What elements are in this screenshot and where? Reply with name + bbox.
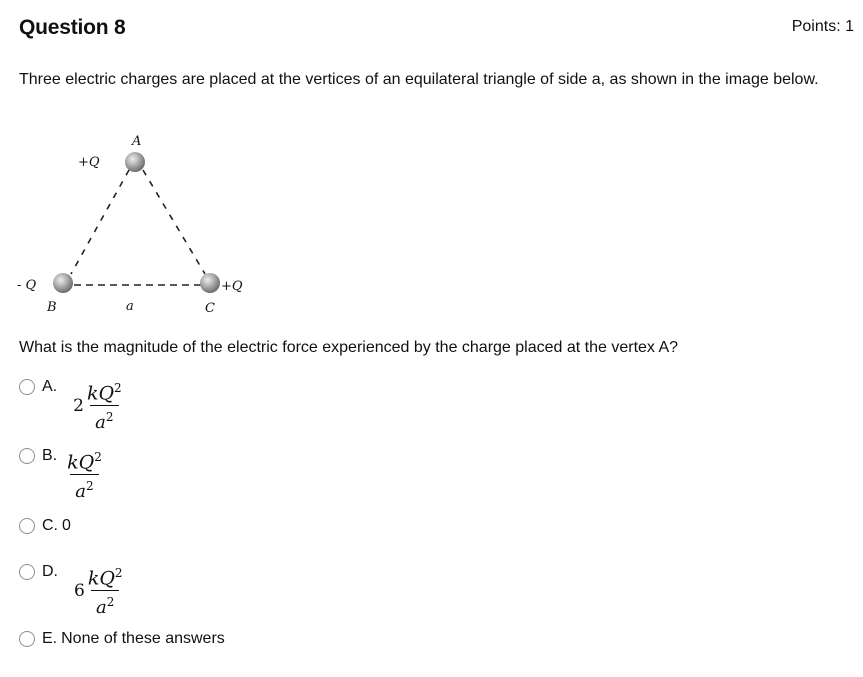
question-prompt: Three electric charges are placed at the vertices of an equilateral triangle of side a, as shown in the image below. [19,71,819,88]
answer-option-b[interactable] [19,446,104,503]
option-d-fraction [86,562,125,619]
charge-a-label: +Q [78,155,100,170]
charge-a-sphere [125,152,145,172]
side-ac-dashed [143,170,205,274]
option-b-formula [65,446,104,503]
radio-d[interactable] [19,564,35,580]
option-a-fraction [85,377,124,434]
option-d-coef: 6 [74,580,85,601]
answer-option-e[interactable] [19,629,225,649]
option-d-num-exp: 2 [114,566,123,580]
question-title: Question 8 [19,16,126,39]
vertex-c-label: C [205,301,215,316]
question-text: What is the magnitude of the electric force experienced by the charge placed at the vertex A? [19,339,679,356]
option-c-letter: C. [42,517,58,534]
option-b-denominator: a [75,481,87,503]
charge-b-sphere [53,273,73,293]
option-a-denominator: a [95,412,106,434]
option-a-formula [73,377,124,434]
option-a-num-exp: 2 [114,381,122,395]
option-d-den-exp: 2 [106,595,115,610]
triangle-diagram [14,128,254,323]
option-d-letter: D. [42,563,58,580]
option-a-den-exp: 2 [105,410,114,425]
option-a-numerator: kQ [86,382,115,405]
answer-option-d[interactable] [19,562,125,619]
option-b-fraction [65,446,104,503]
vertex-b-label: B [47,300,57,315]
radio-c[interactable] [19,518,35,534]
answer-option-c[interactable] [19,516,71,536]
charge-b-label: - Q [17,278,37,293]
radio-a[interactable] [19,379,35,395]
option-c-text: 0 [62,517,71,534]
option-d-denominator: a [96,597,107,619]
option-b-numerator: kQ [67,451,95,474]
option-e-text: None of these answers [61,630,225,647]
side-a-label: a [126,299,134,314]
points-label: Points: 1 [791,18,854,35]
side-ab-dashed [71,170,129,274]
option-d-numerator: kQ [87,567,115,590]
option-d-formula [74,562,125,619]
charge-c-sphere [200,273,220,293]
answer-option-a[interactable] [19,377,124,434]
question-header [19,16,854,44]
charge-c-label: +Q [221,279,243,294]
option-b-letter: B. [42,447,58,464]
radio-b[interactable] [19,448,35,464]
vertex-a-label: A [132,134,142,149]
radio-e[interactable] [19,631,35,647]
option-e-letter: E. [42,630,58,647]
option-b-den-exp: 2 [86,479,94,494]
option-b-num-exp: 2 [94,450,102,464]
option-a-letter: A. [42,378,58,395]
option-a-coef: 2 [73,395,84,416]
